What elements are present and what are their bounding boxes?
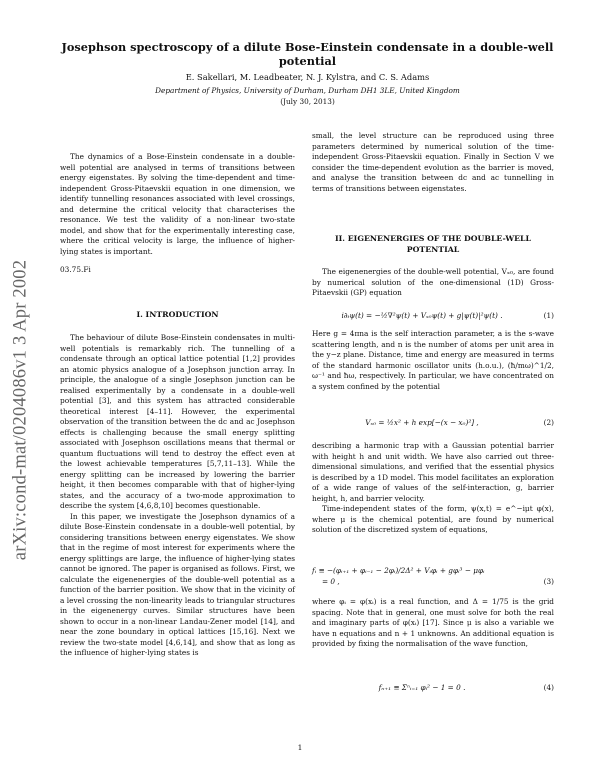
equation-4-body: fₙ₊₁ ≡ Σⁿᵢ₌₁ φᵢ² − 1 = 0 . (378, 683, 466, 692)
author-list: E. Sakellari, M. Leadbeater, N. J. Kylstra, and C. S. Adams (185, 72, 430, 82)
arxiv-stamp-text: arXiv:cond-mat/0204086v1 3 Apr 2002 (10, 259, 31, 561)
equation-3-number: (3) (543, 577, 554, 586)
section2-paragraph-2-block (312, 329, 554, 392)
section2-paragraph-3-block (312, 441, 554, 536)
equation-1-number: (1) (543, 311, 554, 320)
intro-body (60, 333, 295, 659)
section2-paragraph-1: The eigenenergies of the double-well potential, Vₓ₀, are found by numerical solution of the one-dimensional (1D) Gross-Pitaevskii (GP) equation (312, 267, 554, 297)
intro-paragraph-2: In this paper, we investigate the Josephson dynamics of a dilute Bose-Einstein condensate in a double-well potential, by considering transitions between energy eigenstates. We show that in the regime of most interest for experiments where the energy splittings are large, the influence of higher-lying states cannot be ignored. The paper is organised as follows. First, we calculate the eigenenergies of the double-well potential as a function of the barrier position. We show that in the vicinity of a level crossing the non-linearity leads to triangular structures in the eigenenergy curves. Similar structures have been shown to occur in a non-linear Landau-Zener model [14], and near the zone boundary in optical lattices [15,16]. Next we review the two-state model [4,6,14], and show that as long as the influence of higher-lying states is (60, 511, 295, 657)
equation-4-number: (4) (543, 683, 554, 692)
pacs-code: 03.75.Fi (60, 265, 91, 274)
paper-date: (July 30, 2013) (280, 97, 335, 106)
equation-2 (312, 418, 554, 429)
section2-paragraph-5-block (312, 597, 554, 650)
equation-1 (312, 311, 554, 322)
section2-heading (312, 234, 554, 255)
section2-paragraph-4: Time-independent states of the form, ψ(x,t) = e^−iμt φ(x), where μ is the chemical potential, are found by numerical solution of the discretized system of equations, (312, 504, 554, 534)
equation-2-number: (2) (543, 418, 554, 427)
section2-paragraph-3: describing a harmonic trap with a Gaussian potential barrier with height h and unit width. We have also carried out three-dimensional simulations, and verified that the essential physics is described by a 1D model. This model facilitates an exploration of a wide range of values of the self-interaction, g, barrier height, h, and barrier velocity. (312, 441, 554, 503)
arxiv-stamp (4, 200, 38, 620)
intro-paragraph-3: small, the level structure can be reproduced using three parameters determined by numerical solution of the time-independent Gross-Pitaevskii equation. Finally in Section V we consider the time-dependent evolution as the barrier is moved, and analyse the transition between dc and ac tunnelling in terms of transitions between eigenstates. (312, 131, 554, 193)
section2-paragraph-5: where φᵢ = φ(xᵢ) is a real function, and Δ = 1/75 is the grid spacing. Note that in general, one must solve for both the real and imaginary parts of φ(xᵢ) [17]. Since μ is also a variable we have n equations and n + 1 unknowns. An additional equation is provided by fixing the normalisation of the wave function, (312, 597, 554, 648)
intro-continued (312, 131, 554, 194)
equation-3-line-2: = 0 , (322, 577, 340, 586)
paper-title: Josephson spectroscopy of a dilute Bose-Einstein condensate in a double-well potential (61, 40, 554, 68)
intro-paragraph-1: The behaviour of dilute Bose-Einstein condensates in multi-well potentials is remarkably rich. The tunnelling of a condensate through an optical lattice potential [1,2] provides an atomic physics analogue of a Josephson junction array. In principle, the analogue of a single Josephson junction can be realised experimentally by a condensate in a double-well potential [3], and this system has attracted considerable theoretical interest [4–11]. However, the experimental observation of the transition between the dc and ac Josephson effects is challenging because the small energy splitting associated with Josephson oscillations means that thermal or quantum fluctuations will tend to destroy the effect even at the lowest achievable temperatures [5,7,11–13]. While the energy splitting can be increased by lowering the barrier height, it then becomes comparable with that of higher-lying states, and the accuracy of a two-mode approximation to describe the system [4,6,8,10] becomes questionable. (60, 333, 295, 510)
equation-3 (312, 566, 554, 588)
affiliation: Department of Physics, University of Durham, Durham DH1 3LE, United Kingdom (155, 86, 460, 95)
abstract-text: The dynamics of a Bose-Einstein condensate in a double-well potential are analysed in terms of transitions between energy eigenstates. By solving the time-dependent and time-independent Gross-Pitaevskii equation in one dimension, we identify tunnelling resonances associated with level crossings, and determine the critical velocity that characterises the resonance. We test the validity of a non-linear two-state model, and show that for the experimentally interesting case, where the critical velocity is large, the influence of higher-lying states is important. (60, 152, 295, 256)
section2-paragraph-1-block (312, 267, 554, 299)
pacs-line (60, 265, 295, 276)
equation-4 (312, 683, 554, 694)
section2-heading-line2: POTENTIAL (406, 244, 460, 254)
equation-2-body: Vₓ₀ = ½x² + h exp[−(x − x₀)²] , (365, 418, 479, 427)
section2-paragraph-2: Here g = 4πna is the self interaction parameter, a is the s-wave scattering length, and n is the number of atoms per unit area in the y−z plane. Distance, time and energy are measured in terms of the standard harmonic oscillator units (h.o.u.), (ħ/mω)^1/2, ω⁻¹ and ħω, respectively. In particular, we have concentrated on a system confined by the potential (312, 329, 554, 391)
page-number: 1 (297, 743, 303, 752)
abstract (60, 152, 295, 257)
equation-1-body: i∂ₜψ(t) = −½∇²ψ(t) + Vₓ₀ψ(t) + g|ψ(t)|²ψ(t) . (341, 311, 503, 320)
equation-3-line-1: fᵢ ≡ −(φᵢ₊₁ + φᵢ₋₁ − 2φᵢ)/2Δ² + Vᵢφᵢ + gφᵢ³ − μφᵢ (312, 566, 485, 575)
section2-heading-line1: II. EIGENENERGIES OF THE DOUBLE-WELL (335, 234, 531, 243)
intro-heading: I. INTRODUCTION (136, 310, 219, 319)
